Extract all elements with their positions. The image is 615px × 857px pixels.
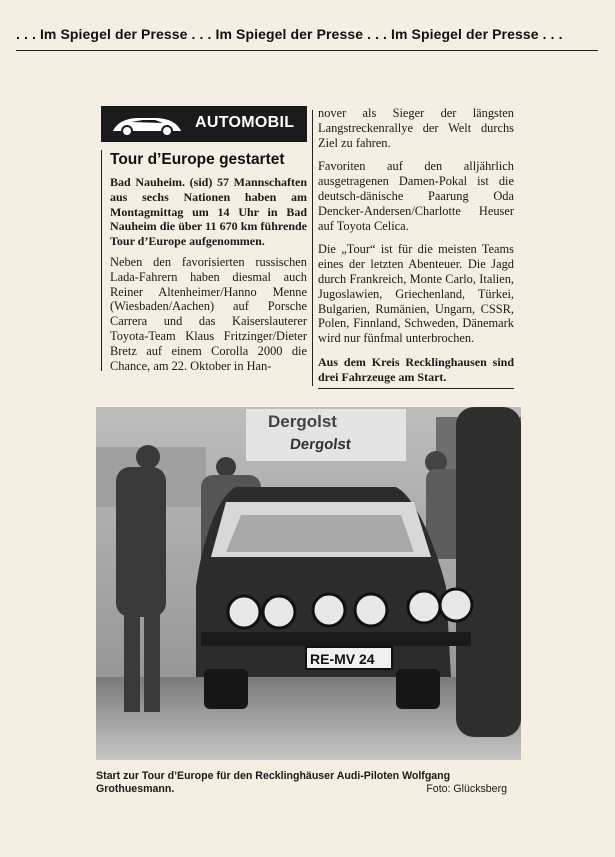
- running-header: . . . Im Spiegel der Presse . . . Im Spiegel der Presse . . . Im Spiegel der Presse . . .: [16, 26, 563, 42]
- banner-advert-top: Dergolst: [268, 412, 337, 431]
- section-banner: [101, 106, 307, 142]
- header-divider: [16, 50, 598, 51]
- article-paragraph-2: Favoriten auf den alljährlich ausgetragenen Damen-Pokal ist die deutsch-dänische Paarung Oda Dencker-Andersen/Charlotte Heuser auf Toyota Celica.: [318, 159, 514, 233]
- column-divider: [312, 110, 313, 386]
- banner-advert-bottom: Dergolst: [289, 436, 352, 453]
- caption-text: Start zur Tour d’Europe für den Recklinghäuser Audi-Piloten Wolfgang Grothuesmann.: [96, 770, 451, 795]
- license-plate: RE-MV 24: [310, 651, 375, 667]
- rally-start-photo: [96, 407, 521, 760]
- article-column-1: [101, 106, 307, 373]
- article-headline: Tour d’Europe gestartet: [110, 151, 285, 168]
- article-end-rule: [318, 388, 514, 389]
- article-column-2: [318, 106, 514, 394]
- photo-credit: Foto: Glücksberg: [426, 783, 507, 795]
- article-paragraph-4: Aus dem Kreis Recklinghausen sind drei Fahrzeuge am Start.: [318, 354, 514, 384]
- article-lead: Bad Nauheim. (sid) 57 Mannschaften aus sechs Nationen haben am Montagmittag um 14 Uhr in Bad Nauheim die über 11 670 km führende Tour d’Europe aufgenommen.: [110, 175, 307, 249]
- article-paragraph-1: Neben den favorisierten russischen Lada-Fahrern haben diesmal auch Reiner Altenheimer/Hanno Menne (Wiesbaden/Aachen) auf Porsche Carrera und das Kaiserslauterer Toyota-Team Klaus Fritzinger/Dieter Bretz auf einem Corolla 2000 die Chance, am 22. Oktober in Han-: [110, 254, 307, 373]
- article-body-left: [101, 150, 307, 373]
- article-paragraph-3: Die „Tour“ ist für die meisten Teams eines der letzten Abenteuer. Die Jagd durch Frankreich, Monte Carlo, Italien, Jugoslawien, Griechenland, Türkei, Bulgarien, Rumänien, Ungarn, CSSR, Polen, Finnland, Schweden, Dänemark wird nur fünfmal unterbrochen.: [318, 242, 514, 346]
- section-label: AUTOMOBIL: [195, 114, 295, 131]
- article-paragraph-1-continued: nover als Sieger der längsten Langstreckenrallye der Welt durchs Ziel zu fahren.: [318, 106, 514, 150]
- rally-car-icon: [109, 112, 185, 136]
- photo-caption: [96, 770, 521, 796]
